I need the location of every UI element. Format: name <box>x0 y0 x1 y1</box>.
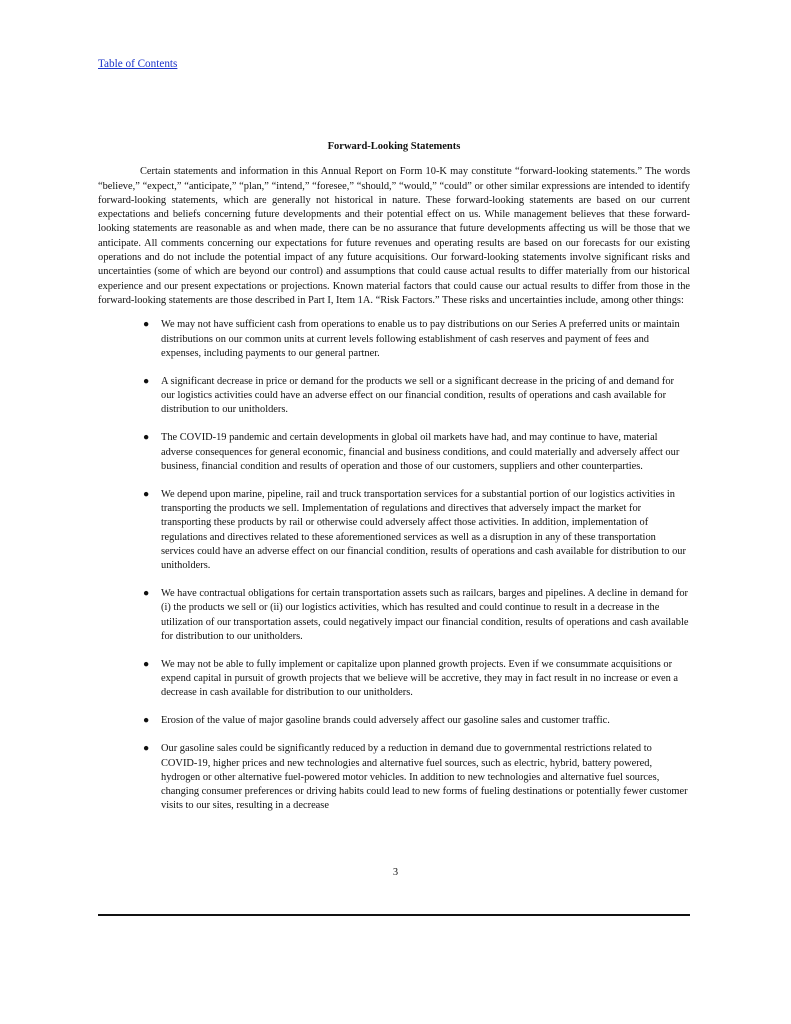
bullet-icon: ● <box>143 658 150 670</box>
section-heading: Forward-Looking Statements <box>327 141 461 152</box>
bullet-icon: ● <box>143 319 150 331</box>
bullet-icon: ● <box>143 432 150 444</box>
list-item-text: We may not be able to fully implement or capitalize upon planned growth projects. Even if we consummate acquisitions or expend capital in pursuit of growth projects that we believe will be accretive, they may in fact result in no increase or even a decrease in cash available for distribution to our unitholders. <box>161 658 679 699</box>
list-item <box>98 742 690 813</box>
intro-paragraph: Certain statements and information in this Annual Report on Form 10-K may constitute “forward-looking statements.” The words “believe,” “expect,” “anticipate,” “plan,” “intend,” “foresee,” “should,” “would,” “could” or other similar expressions are intended to identify forward-looking statements, which are generally not historical in nature. These forward-looking statements are based on our current expectations and beliefs concerning future developments and their potential effect on us. While management believes that these forward-looking statements are reasonable as and when made, there can be no assurance that future developments affecting us will be those that we anticipate. All comments concerning our expectations for future revenues and operating results are based on our forecasts for our existing operations and do not include the potential impact of any future acquisitions. Our forward-looking statements involve significant risks and uncertainties (some of which are beyond our control) and assumptions that could cause actual results to differ materially from our historical experience and our present expectations or projections. Known material factors that could cause our actual results to differ from those in the forward-looking statements are those described in Part I, Item 1A. “Risk Factors.” These risks and uncertainties include, among other things: <box>98 166 690 306</box>
list-item-text: Our gasoline sales could be significantly reduced by a reduction in demand due to governmental restrictions related to COVID-19, higher prices and new technologies and alternative fuel sources, such as electric, hybrid, battery powered, hydrogen or other alternative fuel-powered motor vehicles. In addition to new technologies and alternative fuel sources, changing consumer preferences or driving habits could lead to new forms of fueling destinations or potentially fewer customer visits to our sites, resulting in a decrease <box>161 743 688 812</box>
list-item-text: The COVID-19 pandemic and certain developments in global oil markets have had, and may continue to have, material adverse consequences for general economic, financial and business conditions, and could materially and adversely affect our business, financial condition and results of operation and those of our customers, suppliers and other counterparties. <box>161 432 680 472</box>
list-item <box>98 488 690 574</box>
list-item <box>98 318 690 361</box>
list-item <box>98 714 690 728</box>
bullet-icon: ● <box>143 588 150 600</box>
risk-factor-list <box>98 318 690 813</box>
list-item <box>98 587 690 644</box>
table-of-contents-link[interactable]: Table of Contents <box>98 58 178 70</box>
list-item-text: Erosion of the value of major gasoline brands could adversely affect our gasoline sales and customer traffic. <box>161 715 610 727</box>
list-item-text: We depend upon marine, pipeline, rail and truck transportation services for a substantial portion of our logistics activities in transporting the products we sell. Implementation of regulations and directives that adversely impact the market for transporting these products by rail or otherwise could adversely affect those activities. In addition, implementation of regulations and directives related to these aforementioned services as well as a disruption in any of these transportation services could have an adverse effect on our financial condition, results of operations and cash available for distribution to our unitholders. <box>161 488 686 572</box>
list-item <box>98 658 690 701</box>
list-item <box>98 431 690 474</box>
list-item-text: A significant decrease in price or demand for the products we sell or a significant decrease in the pricing of and demand for our logistics activities could have an adverse effect on our financial condition, results of operations and cash available for distribution to our unitholders. <box>161 375 674 416</box>
bullet-icon: ● <box>143 715 150 727</box>
list-item-text: We may not have sufficient cash from operations to enable us to pay distributions on our Series A preferred units or maintain distributions on our common units at current levels following establishment of cash reserves and payment of fees and expenses, including payments to our general partner. <box>161 319 680 359</box>
bullet-icon: ● <box>143 375 150 387</box>
list-item-text: We have contractual obligations for certain transportation assets such as railcars, barges and pipelines. A decline in demand for (i) the products we sell or (ii) our logistics activities, which has resulted and could continue to result in a decrease in the utilization of our transportation assets, could negatively impact our financial condition, results of operations and cash available for distribution to our unitholders. <box>161 588 689 642</box>
page-divider <box>98 914 690 916</box>
bullet-icon: ● <box>143 488 150 500</box>
document-body <box>98 140 690 827</box>
list-item <box>98 375 690 418</box>
bullet-icon: ● <box>143 743 150 755</box>
page-number: 3 <box>392 867 399 878</box>
